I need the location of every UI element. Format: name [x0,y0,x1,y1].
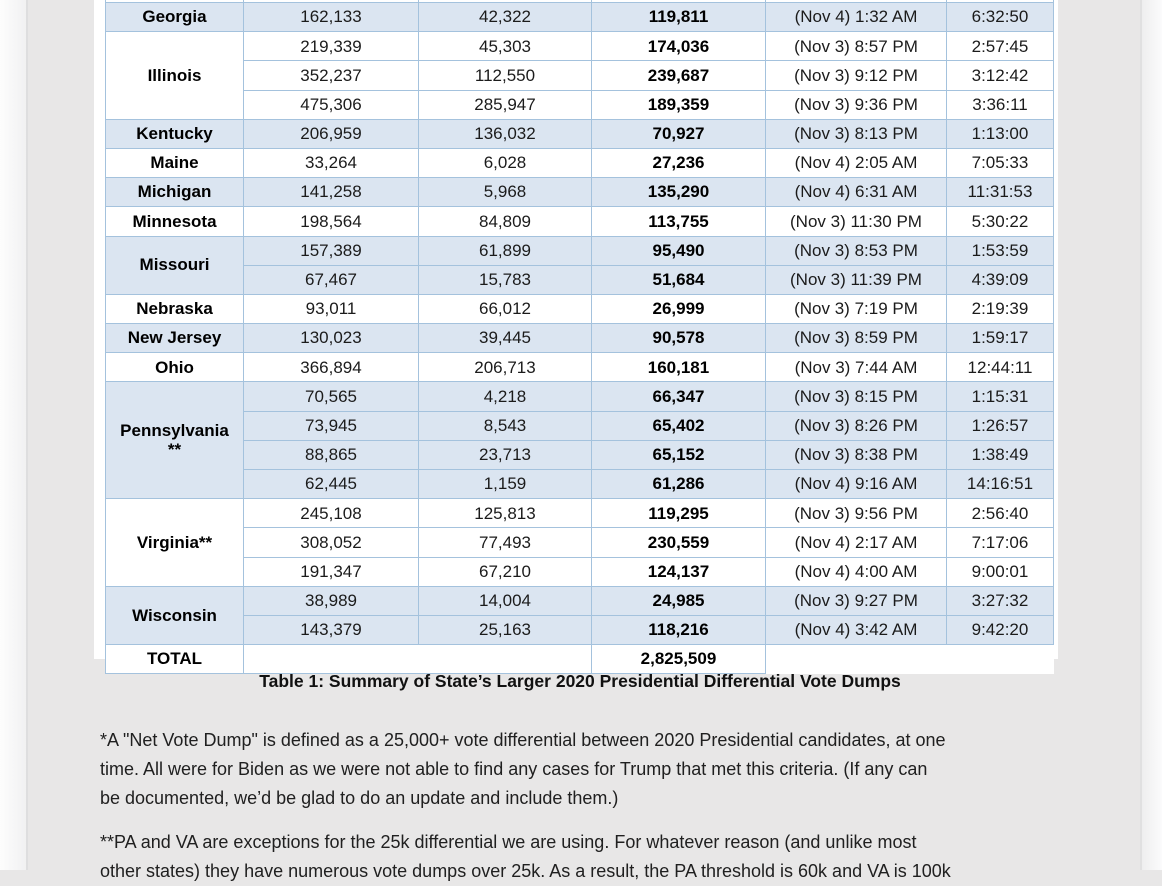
vote-count-a-cell: 70,565 [244,382,419,411]
vote-count-b-cell: 1,159 [419,470,592,499]
table-row [106,265,1054,294]
net-vote-dump-cell: 66,347 [592,382,766,411]
net-vote-dump-cell: 118,216 [592,615,766,644]
duration-cell: 3:12:42 [947,61,1054,90]
table-row [106,61,1054,90]
dump-time-cell: (Nov 4) 2:17 AM [766,528,947,557]
state-cell: Virginia** [106,499,244,587]
duration-cell: 1:15:31 [947,382,1054,411]
table-row [106,90,1054,119]
dump-time-cell: (Nov 3) 9:12 PM [766,61,947,90]
dump-time-cell: (Nov 3) 8:38 PM [766,440,947,469]
vote-count-a-cell: 352,237 [244,61,419,90]
vote-count-b-cell: 84,809 [419,207,592,236]
vote-count-a-cell: 33,264 [244,148,419,177]
net-vote-dump-cell: 24,985 [592,586,766,615]
vote-count-a-cell: 308,052 [244,528,419,557]
vote-count-b-cell: 66,012 [419,294,592,323]
table-row [106,236,1054,265]
vote-count-b-cell: 15,783 [419,265,592,294]
duration-cell: 2:19:39 [947,294,1054,323]
footnote-line: time. All were for Biden as we were not able to find any cases for Trump that met this criteria. (If any can [100,759,928,779]
state-cell: Georgia [106,3,244,32]
state-cell: New Jersey [106,324,244,353]
vote-count-b-cell: 112,550 [419,61,592,90]
dump-time-cell: (Nov 4) 4:00 AM [766,557,947,586]
duration-cell: 9:00:01 [947,557,1054,586]
net-vote-dump-cell: 119,295 [592,499,766,528]
dump-time-cell: (Nov 4) 1:32 AM [766,3,947,32]
table-row [106,411,1054,440]
net-vote-dump-cell: 135,290 [592,178,766,207]
vote-count-b-cell: 4,218 [419,382,592,411]
footnote-exceptions [100,828,1080,886]
table-row [106,119,1054,148]
duration-cell: 1:38:49 [947,440,1054,469]
total-value-cell: 2,825,509 [592,645,766,674]
vote-count-a-cell: 141,258 [244,178,419,207]
vote-count-b-cell: 61,899 [419,236,592,265]
vote-dump-table [105,0,1054,674]
state-cell: Kentucky [106,119,244,148]
duration-cell: 7:17:06 [947,528,1054,557]
footnote-line: *A "Net Vote Dump" is defined as a 25,000+ vote differential between 2020 Presidential candidates, at one [100,730,946,750]
duration-cell: 4:39:09 [947,265,1054,294]
vote-count-b-cell: 8,543 [419,411,592,440]
vote-count-b-cell: 6,028 [419,148,592,177]
dump-time-cell: (Nov 3) 7:19 PM [766,294,947,323]
vote-count-a-cell: 198,564 [244,207,419,236]
duration-cell: 2:57:45 [947,32,1054,61]
vote-count-b-cell: 5,968 [419,178,592,207]
dump-time-cell: (Nov 3) 8:15 PM [766,382,947,411]
table-row [106,353,1054,382]
duration-cell: 14:16:51 [947,470,1054,499]
page-edge-left [0,0,28,870]
vote-count-b-cell: 42,322 [419,3,592,32]
vote-count-b-cell: 23,713 [419,440,592,469]
duration-cell: 1:59:17 [947,324,1054,353]
net-vote-dump-cell: 61,286 [592,470,766,499]
state-cell: Missouri [106,236,244,294]
duration-cell: 6:32:50 [947,3,1054,32]
vote-count-a-cell: 191,347 [244,557,419,586]
state-cell: Maine [106,148,244,177]
vote-count-a-cell: 38,989 [244,586,419,615]
vote-count-b-cell: 14,004 [419,586,592,615]
net-vote-dump-cell: 230,559 [592,528,766,557]
table-caption: Table 1: Summary of State’s Larger 2020 Presidential Differential Vote Dumps [259,671,901,691]
vote-count-a-cell: 206,959 [244,119,419,148]
dump-time-cell: (Nov 4) 6:31 AM [766,178,947,207]
duration-cell: 7:05:33 [947,148,1054,177]
dump-time-cell: (Nov 3) 11:39 PM [766,265,947,294]
table-row [106,148,1054,177]
table-row [106,557,1054,586]
vote-count-b-cell: 285,947 [419,90,592,119]
duration-cell: 1:13:00 [947,119,1054,148]
dump-time-cell: (Nov 3) 7:44 AM [766,353,947,382]
table-row [106,178,1054,207]
state-cell: Nebraska [106,294,244,323]
dump-time-cell: (Nov 3) 9:27 PM [766,586,947,615]
state-cell: Ohio [106,353,244,382]
state-cell: Michigan [106,178,244,207]
net-vote-dump-cell: 27,236 [592,148,766,177]
vote-count-b-cell: 206,713 [419,353,592,382]
dump-time-cell: (Nov 3) 8:57 PM [766,32,947,61]
dump-time-cell: (Nov 3) 8:53 PM [766,236,947,265]
duration-cell: 5:30:22 [947,207,1054,236]
vote-count-b-cell: 136,032 [419,119,592,148]
table-row [106,528,1054,557]
footnote-definition [100,726,1080,813]
total-empty-cell [766,645,1054,674]
table-row [106,470,1054,499]
footnote-line: be documented, we’d be glad to do an update and include them.) [100,788,619,808]
dump-time-cell: (Nov 4) 9:16 AM [766,470,947,499]
state-cell: Illinois [106,32,244,120]
table-row [106,3,1054,32]
vote-count-a-cell: 143,379 [244,615,419,644]
duration-cell: 11:31:53 [947,178,1054,207]
net-vote-dump-cell: 174,036 [592,32,766,61]
vote-count-a-cell: 162,133 [244,3,419,32]
net-vote-dump-cell: 160,181 [592,353,766,382]
duration-cell: 12:44:11 [947,353,1054,382]
total-empty-cell [244,645,592,674]
table-row [106,32,1054,61]
net-vote-dump-cell: 124,137 [592,557,766,586]
dump-time-cell: (Nov 3) 8:13 PM [766,119,947,148]
vote-count-b-cell: 25,163 [419,615,592,644]
table-row [106,207,1054,236]
net-vote-dump-cell: 119,811 [592,3,766,32]
vote-count-a-cell: 219,339 [244,32,419,61]
dump-time-cell: (Nov 3) 9:36 PM [766,90,947,119]
dump-time-cell: (Nov 3) 8:26 PM [766,411,947,440]
vote-count-b-cell: 67,210 [419,557,592,586]
page-edge-right [1140,0,1162,870]
footnote-line: **PA and VA are exceptions for the 25k differential we are using. For whatever reason (and unlike most [100,832,917,852]
net-vote-dump-cell: 189,359 [592,90,766,119]
net-vote-dump-cell: 65,152 [592,440,766,469]
duration-cell: 1:26:57 [947,411,1054,440]
footnote-line-clipped: other states) they have numerous vote dumps over 25k. As a result, the PA threshold is 60k and VA is 100k [100,861,951,881]
table-row [106,382,1054,411]
table-row [106,294,1054,323]
table-row [106,615,1054,644]
net-vote-dump-cell: 113,755 [592,207,766,236]
duration-cell: 1:53:59 [947,236,1054,265]
total-label-cell: TOTAL [106,645,244,674]
state-cell: Minnesota [106,207,244,236]
dump-time-cell: (Nov 4) 3:42 AM [766,615,947,644]
duration-cell: 3:36:11 [947,90,1054,119]
vote-count-a-cell: 67,467 [244,265,419,294]
table-row [106,586,1054,615]
dump-time-cell: (Nov 3) 8:59 PM [766,324,947,353]
table-panel [94,0,1058,669]
table-row [106,324,1054,353]
net-vote-dump-cell: 70,927 [592,119,766,148]
vote-count-a-cell: 93,011 [244,294,419,323]
duration-cell: 9:42:20 [947,615,1054,644]
vote-count-a-cell: 130,023 [244,324,419,353]
vote-count-a-cell: 157,389 [244,236,419,265]
dump-time-cell: (Nov 4) 2:05 AM [766,148,947,177]
vote-count-a-cell: 62,445 [244,470,419,499]
dump-time-cell: (Nov 3) 9:56 PM [766,499,947,528]
vote-count-b-cell: 39,445 [419,324,592,353]
vote-count-a-cell: 366,894 [244,353,419,382]
net-vote-dump-cell: 51,684 [592,265,766,294]
vote-count-a-cell: 88,865 [244,440,419,469]
net-vote-dump-cell: 65,402 [592,411,766,440]
net-vote-dump-cell: 90,578 [592,324,766,353]
total-row [106,645,1054,674]
vote-count-a-cell: 73,945 [244,411,419,440]
table-row [106,440,1054,469]
net-vote-dump-cell: 95,490 [592,236,766,265]
state-cell: Wisconsin [106,586,244,644]
dump-time-cell: (Nov 3) 11:30 PM [766,207,947,236]
net-vote-dump-cell: 239,687 [592,61,766,90]
vote-count-b-cell: 125,813 [419,499,592,528]
vote-count-a-cell: 245,108 [244,499,419,528]
table-row [106,499,1054,528]
vote-count-b-cell: 77,493 [419,528,592,557]
duration-cell: 2:56:40 [947,499,1054,528]
vote-count-b-cell: 45,303 [419,32,592,61]
vote-count-a-cell: 475,306 [244,90,419,119]
net-vote-dump-cell: 26,999 [592,294,766,323]
duration-cell: 3:27:32 [947,586,1054,615]
state-cell: Pennsylvania ** [106,382,244,499]
